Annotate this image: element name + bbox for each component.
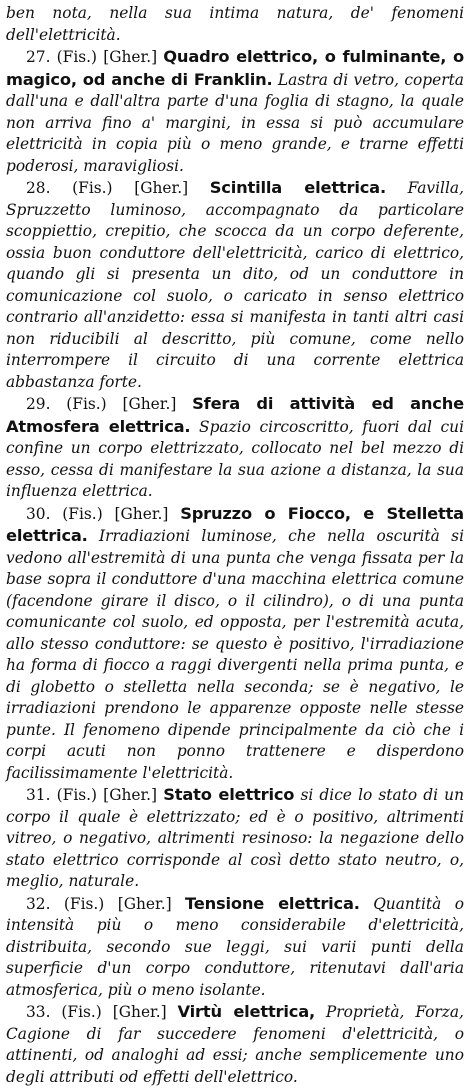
entry-headword: Tensione elettrica. [185,893,360,913]
entry-definition: si dice lo stato di un corpo il quale è elettrizzato; ed è o positivo, altrimenti vitreo, o negativo, altrimenti resinoso: la negazione dello stato elettrico corrisponde al così detto stato neutro, o, meglio, naturale. [6,786,464,890]
entry-number: 32. [26,894,51,913]
entry-definition: Proprietà, Forza, Cagione di far succedere fenomeni d'elettricità, o attinenti, od analoghi ad essi; anche semplicemente uno degli attributi od effetti dell'elettrico. [6,1003,464,1086]
entry-29 [6,393,464,503]
entry-number: 33. [26,1003,51,1021]
entry-number: 27. [26,48,51,66]
entry-number: 31. [26,786,51,804]
entry-tags: (Fis.) [Gher.] [56,786,158,804]
entry-31 [6,784,464,893]
entry-30 [6,503,464,785]
entry-tags: (Fis.) [Gher.] [72,179,189,197]
entry-tags: (Fis.) [Gher.] [61,1003,167,1021]
entry-28 [6,177,464,393]
entry-tags: (Fis.) [Gher.] [66,395,177,413]
entry-definition: Favilla, Spruzzetto luminoso, accompagnato da particolare scoppiettio, crepitio, che scocca da un corpo deferente, ossia buon conduttore dell'elettricità, carico di elettrico, quando gli si presenta un dito, od un conduttore in comunicazione col suolo, o caricato in senso elettrico contrario all'anzidetto: essa si manifesta in tanti altri casi non riducibili al descritto, più comune, come nello interrompere il circuito di una corrente elettrica abbastanza forte. [6,179,464,391]
entry-definition: Irradiazioni luminose, che nella oscurità si vedono all'estremità di una punta che venga fissata per la base sopra il conduttore d'una macchina elettrica comune (facendone girare il disco, o il cilindro), o di una punta comunicante col suolo, ed opposta, per l'estremità acuta, allo stesso conduttore: se questo è positivo, l'irradiazione ha forma di fiocco a raggi divergenti nella prima punta, e di globetto o stelletta nella seconda; se è negativo, le irradiazioni prendono le apparenze opposte nelle stesse punte. Il fenomeno dipende principalmente da ciò che i corpi acuti non ponno trattenere e disperdono facilissimamente l'elettricità. [6,527,464,782]
entry-number: 30. [26,504,51,523]
entry-headword: Spruzzo o Fiocco, e Stelletta elettrica. [6,503,464,545]
entry-33 [6,1001,464,1088]
continuation-text: ben nota, nella sua intima natura, de' fenomeni dell'elettricità. [6,4,464,44]
entry-headword: Quadro elettrico, o fulminante, o magico, od anche di Franklin. [6,47,464,89]
entry-27 [6,46,464,177]
entry-tags: (Fis.) [Gher.] [62,504,169,523]
entry-tags: (Fis.) [Gher.] [63,894,172,913]
entry-definition: Quantità o intensità più o meno considerabile d'elettricità, distribuita, secondo sue leggi, sui varii punti della superficie d'un corpo conduttore, ritenutavi dall'aria atmosferica, più o meno isolante. [6,894,464,999]
entry-headword: Scintilla elettrica. [209,178,386,197]
entry-32 [6,893,464,1002]
entry-definition: Lastra di vetro, coperta dall'una e dall'altra parte d'una foglia di stagno, la quale non arriva fino a' margini, in essa si può accumulare elettricità in copia più o meno grande, e trarne effetti poderosi, maravigliosi. [6,70,464,175]
entry-headword: Virtù elettrica, [177,1002,315,1021]
entry-definition: Spazio circoscritto, fuori dal cui confine un corpo elettrizzato, collocato nel bel mezzo di esso, cessa di manifestare la sua azione a distanza, la sua influenza elettrica. [6,417,464,500]
entry-tags: (Fis.) [Gher.] [56,48,158,66]
entry-number: 28. [26,179,51,197]
entry-headword: Stato elettrico [163,785,295,804]
entry-headword: Sfera di attività ed anche Atmosfera elettrica. [6,394,464,436]
entry-number: 29. [26,395,51,413]
